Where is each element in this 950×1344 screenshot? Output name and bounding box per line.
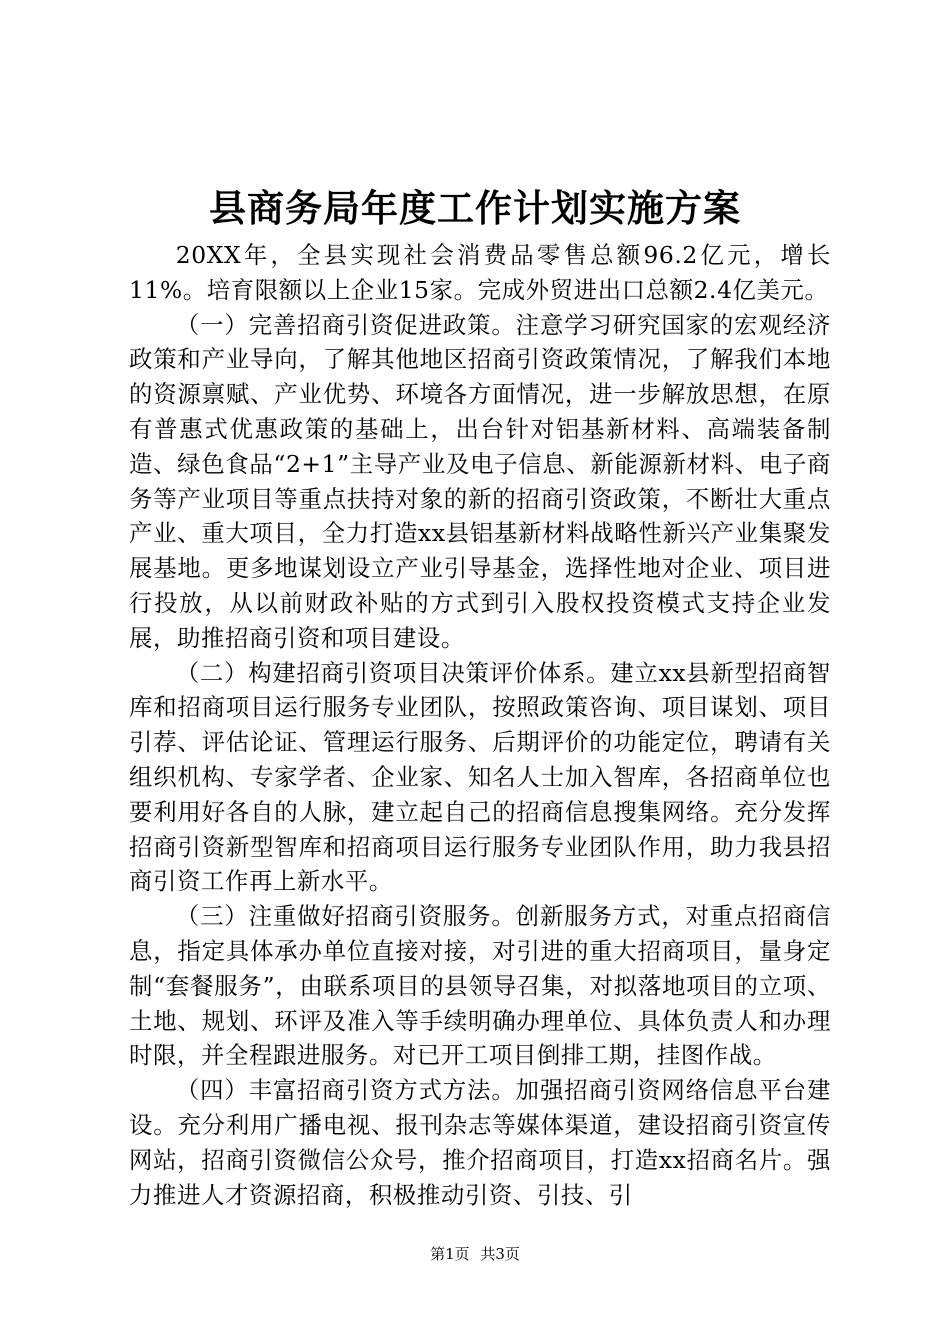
- page-total: 共3页: [480, 1245, 520, 1263]
- paragraph-section-1: （一）完善招商引资促进政策。注意学习研究国家的宏观经济政策和产业导向，了解其他地区招商引资政策情况，了解我们本地的资源禀赋、产业优势、环境各方面情况，进一步解放思想，在原有普惠式优惠政策的基础上，出台针对铝基新材料、高端装备制造、绿色食品“2+1”主导产业及电子信息、新能源新材料、电子商务等产业项目等重点扶持对象的新的招商引资政策，不断壮大重点产业、重大项目，全力打造xx县铝基新材料战略性新兴产业集聚发展基地。更多地谋划设立产业引导基金，选择性地对企业、项目进行投放，从以前财政补贴的方式到引入股权投资模式支持企业发展，助推招商引资和项目建设。: [129, 310, 831, 652]
- page-number: 第1页: [430, 1245, 470, 1263]
- paragraph-section-4: （四）丰富招商引资方式方法。加强招商引资网络信息平台建设。充分利用广播电视、报刊杂志等媒体渠道，建设招商引资宣传网站，招商引资微信公众号，推介招商项目，打造xx招商名片。强力推进人才资源招商，积极推动引资、引技、引: [129, 1076, 831, 1209]
- paragraph-summary: 20XX年，全县实现社会消费品零售总额96.2亿元，增长11%。培育限额以上企业15家。完成外贸进出口总额2.4亿美元。: [129, 241, 831, 304]
- document-body: [129, 238, 831, 1212]
- paragraph-section-3: （三）注重做好招商引资服务。创新服务方式，对重点招商信息，指定具体承办单位直接对接，对引进的重大招商项目，量身定制“套餐服务”，由联系项目的县领导召集，对拟落地项目的立项、土地、规划、环评及准入等手续明确办理单位、具体负责人和办理时限，并全程跟进服务。对已开工项目倒排工期，挂图作战。: [129, 902, 831, 1070]
- paragraph-section-2: （二）构建招商引资项目决策评价体系。建立xx县新型招商智库和招商项目运行服务专业团队，按照政策咨询、项目谋划、项目引荐、评估论证、管理运行服务、后期评价的功能定位，聘请有关组织机构、专家学者、企业家、知名人士加入智库，各招商单位也要利用好各自的人脉，建立起自己的招商信息搜集网络。充分发挥招商引资新型智库和招商项目运行服务专业团队作用，助力我县招商引资工作再上新水平。: [129, 658, 831, 896]
- document-title: 县商务局年度工作计划实施方案: [209, 186, 741, 230]
- page-footer: [0, 1244, 950, 1264]
